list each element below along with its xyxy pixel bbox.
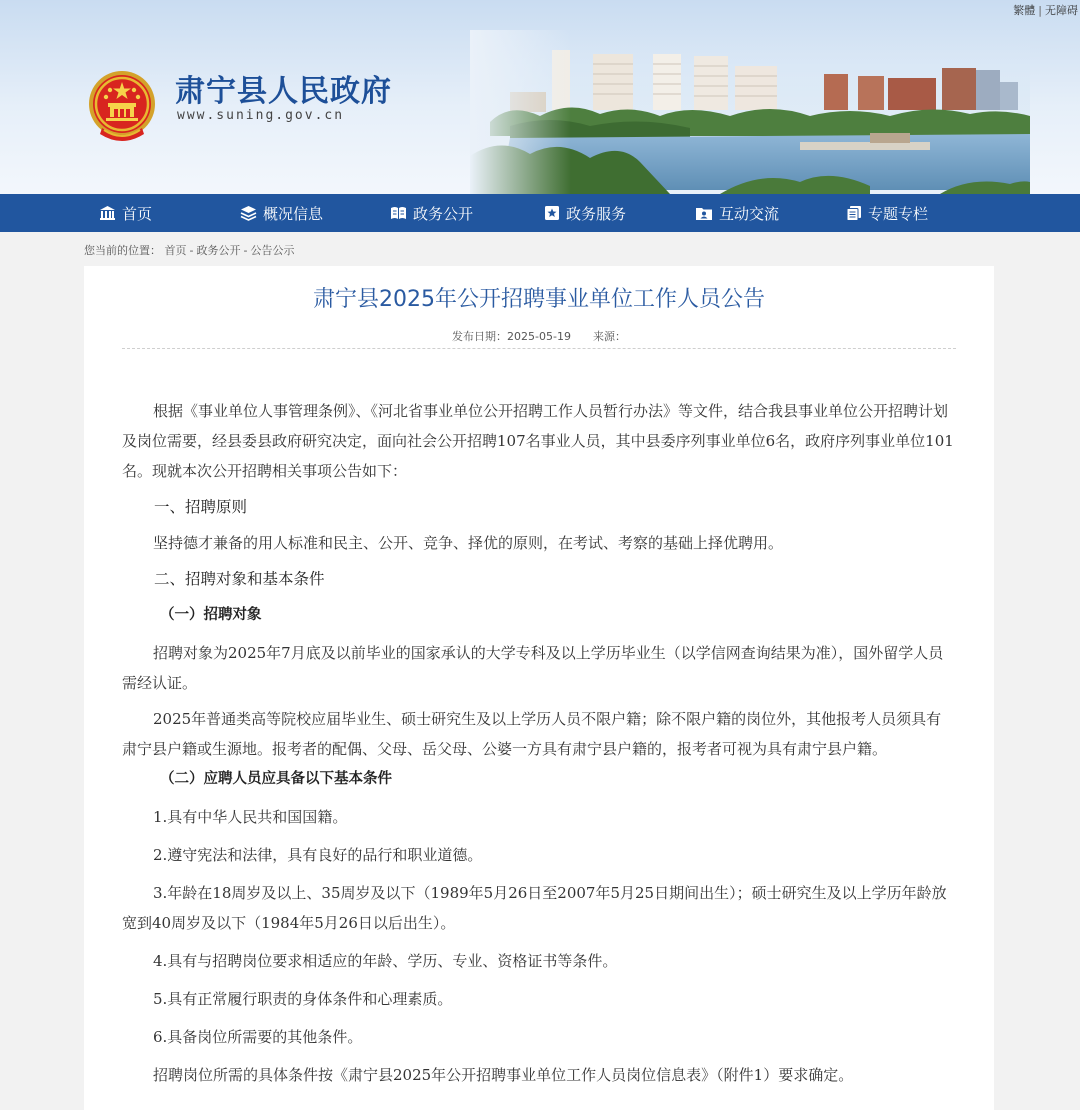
site-title: 肃宁县人民政府 [175, 74, 392, 109]
book-icon [390, 205, 407, 221]
list-item: 4.具有与招聘岗位要求相适应的年龄、学历、专业、资格证书等条件。 [153, 952, 618, 970]
home-icon [99, 205, 116, 221]
breadcrumb-announcements-link[interactable]: 公告公示 [250, 244, 295, 257]
nav-item-label: 政务公开 [413, 204, 474, 223]
paragraph: 根据《事业单位人事管理条例》、《河北省事业单位公开招聘工作人员暂行办法》等文件，结合我县事业单位公开招聘计划及岗位需要，经县委县政府研究决定，面向社会公开招聘107名事业人员，其中县委序列事业单位6名，政府序列事业单位101名。现就本次公开招聘相关事项公告如下： [122, 402, 954, 480]
nav-item-services[interactable] [544, 194, 626, 232]
cityscape-banner-image [470, 30, 1030, 194]
paragraph: 招聘对象为2025年7月底及以前毕业的国家承认的大学专科及以上学历毕业生（以学信网查询结果为准），国外留学人员需经认证。 [122, 644, 944, 692]
list-item: 2.遵守宪法和法律，具有良好的品行和职业道德。 [153, 846, 483, 864]
title-divider [122, 348, 956, 349]
subsection-heading: （一）招聘对象 [160, 606, 262, 623]
layers-icon [240, 205, 257, 221]
nav-item-special-topics[interactable] [846, 194, 928, 232]
paragraph: 坚持德才兼备的用人标准和民主、公开、竞争、择优的原则，在考试、考察的基础上择优聘用。 [153, 534, 784, 552]
section-heading: 二、招聘对象和基本条件 [154, 570, 325, 588]
site-url: www.suning.gov.cn [177, 108, 345, 123]
docs-icon [846, 205, 862, 221]
subsection-heading: （二）应聘人员应具备以下基本条件 [160, 770, 392, 787]
list-item: 1.具有中华人民共和国国籍。 [153, 808, 348, 826]
nav-item-label: 互动交流 [719, 204, 780, 223]
top-links [1013, 2, 1078, 18]
nav-item-label: 政务服务 [566, 204, 627, 223]
breadcrumb-government-affairs-link[interactable]: 政务公开 [196, 244, 241, 257]
nav-item-label: 专题专栏 [868, 204, 929, 223]
article-body [122, 396, 956, 1090]
breadcrumb [84, 242, 294, 258]
nav-item-overview[interactable] [240, 194, 323, 232]
list-item: 6.具备岗位所需要的其他条件。 [153, 1028, 363, 1046]
top-links-separator: | [1038, 4, 1042, 17]
list-item: 3.年龄在18周岁及以上、35周岁及以下（1989年5月26日至2007年5月25日期间出生）；硕士研究生及以上学历年龄放宽到40周岁及以下（1984年5月26日以后出生）。 [122, 884, 947, 932]
nav-item-government-affairs[interactable] [390, 194, 473, 232]
section-heading: 一、招聘原则 [154, 498, 248, 516]
article-panel [84, 266, 994, 1110]
national-emblem-icon [88, 70, 156, 144]
publish-date-label: 发布日期： [452, 330, 508, 343]
nav-item-label: 首页 [122, 204, 153, 223]
article-meta [84, 328, 994, 344]
paragraph: 2025年普通类高等院校应届毕业生、硕士研究生及以上学历人员不限户籍；除不限户籍的岗位外，其他报考人员须具有肃宁县户籍或生源地。报考者的配偶、父母、岳父母、公婆一方具有肃宁县户籍的，报考者可视为具有肃宁县户籍。 [122, 710, 942, 758]
bookmark-icon [544, 205, 560, 221]
source-label: 来源： [592, 330, 626, 343]
accessibility-link[interactable]: 无障碍 [1045, 4, 1078, 17]
breadcrumb-prefix: 您当前的位置： [84, 244, 161, 257]
nav-item-interaction[interactable] [695, 194, 779, 232]
nav-item-label: 概况信息 [263, 204, 324, 223]
paragraph: 招聘岗位所需的具体条件按《肃宁县2025年公开招聘事业单位工作人员岗位信息表》（附件1）要求确定。 [153, 1066, 854, 1084]
traditional-chinese-link[interactable]: 繁體 [1013, 4, 1036, 17]
breadcrumb-home-link[interactable]: 首页 [164, 244, 187, 257]
nav-item-home[interactable] [99, 194, 152, 232]
main-nav [0, 194, 1080, 232]
breadcrumb-separator: - [243, 244, 248, 257]
contact-icon [695, 205, 713, 221]
list-item: 5.具有正常履行职责的身体条件和心理素质。 [153, 990, 453, 1008]
breadcrumb-separator: - [189, 244, 194, 257]
article-title: 肃宁县2025年公开招聘事业单位工作人员公告 [313, 287, 765, 312]
site-header [0, 0, 1080, 194]
publish-date: 2025-05-19 [507, 330, 571, 343]
